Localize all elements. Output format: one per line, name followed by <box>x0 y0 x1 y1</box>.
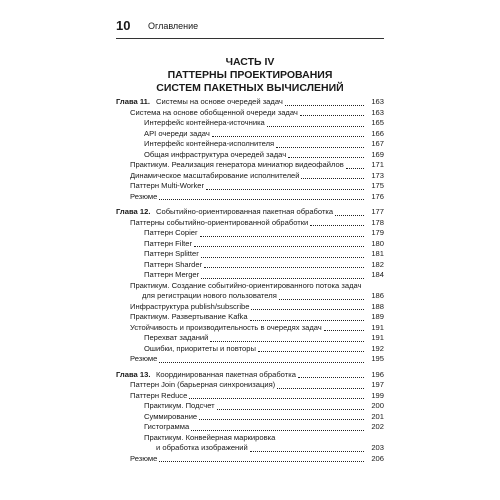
toc-leader-dots <box>212 136 364 137</box>
toc-entry <box>116 118 384 129</box>
toc-entry <box>116 281 384 302</box>
toc-leader-dots <box>159 362 364 363</box>
toc-page-number: 163 <box>371 97 384 106</box>
toc-entry <box>116 150 384 161</box>
toc-leader-dots <box>159 461 364 462</box>
toc-entry <box>116 433 384 454</box>
toc-page-number: 180 <box>371 238 384 248</box>
toc-entry-title-continued: для регистрации нового пользователя <box>142 291 277 300</box>
toc-entry-title: Паттерн Merger <box>144 270 200 279</box>
toc-entry <box>116 249 384 260</box>
toc-page-number: 181 <box>371 249 384 258</box>
toc-entry-title: Общая инфраструктура очередей задач <box>144 149 287 159</box>
toc-leader-dots <box>200 236 364 237</box>
toc-entry-title: Практикум. Создание событийно-ориентированного потока задач <box>130 280 362 290</box>
toc-entry-title: Паттерны событийно-ориентированной обработки <box>130 217 309 227</box>
toc-entry-title: Паттерн Copier <box>144 228 198 237</box>
toc-leader-dots <box>191 430 364 431</box>
toc-leader-dots <box>346 168 364 169</box>
toc-page-number: 178 <box>371 217 384 227</box>
toc-page-number: 173 <box>371 170 384 180</box>
toc-entry <box>116 380 384 391</box>
toc-entry-title: Координированная пакетная обработка <box>156 369 296 379</box>
toc-page-number: 197 <box>371 380 384 389</box>
toc-page-number: 171 <box>371 160 384 169</box>
toc-entry <box>116 354 384 365</box>
toc-leader-dots <box>277 388 364 389</box>
toc-entry-title: Практикум. Конвейерная маркировка <box>144 432 276 442</box>
toc-entry-title: Система на основе обобщенной очереди задач <box>130 107 298 117</box>
toc-entry <box>116 160 384 171</box>
toc-leader-dots <box>206 189 364 190</box>
toc-entry-title-continued: и обработка изображений <box>156 443 248 452</box>
toc-page-number: 202 <box>371 422 384 431</box>
toc-entry <box>116 139 384 150</box>
header-rule <box>116 38 384 39</box>
toc-page-number: 175 <box>371 181 384 190</box>
toc-entry-title: Паттерн Reduce <box>130 390 188 400</box>
running-title: Оглавление <box>148 21 199 31</box>
toc-page-number: 184 <box>371 270 384 279</box>
toc-chapter <box>116 207 384 218</box>
toc-leader-dots <box>335 215 364 216</box>
toc-leader-dots <box>300 115 364 116</box>
toc-entry-title: Системы на основе очередей задач <box>156 97 283 106</box>
toc-leader-dots <box>199 419 364 420</box>
toc-leader-dots <box>217 409 364 410</box>
toc-entry-title: Практикум. Реализация генератора миниатюр видеофайлов <box>130 160 344 169</box>
toc-page-number: 169 <box>371 149 384 159</box>
toc-leader-dots <box>250 320 364 321</box>
toc-entry <box>116 422 384 433</box>
toc-entry <box>116 454 384 465</box>
toc-leader-dots <box>324 330 364 331</box>
toc-entry <box>116 344 384 355</box>
part-title-line1: ПАТТЕРНЫ ПРОЕКТИРОВАНИЯ <box>167 69 333 81</box>
toc-entry-title: Паттерн Sharder <box>144 259 203 269</box>
toc-entry-title: Ошибки, приоритеты и повторы <box>144 343 256 353</box>
toc-leader-dots <box>276 147 364 148</box>
part-title-line2: СИСТЕМ ПАКЕТНЫХ ВЫЧИСЛЕНИЙ <box>156 82 344 94</box>
toc-entry-title: Перехват заданий <box>144 333 209 342</box>
toc-entry <box>116 312 384 323</box>
page-header <box>116 18 384 34</box>
toc-page-number: 166 <box>371 128 384 138</box>
toc-leader-dots <box>189 398 364 399</box>
toc-leader-dots <box>279 299 364 300</box>
toc-page-number: 199 <box>371 390 384 400</box>
toc-page-number: 189 <box>371 312 384 321</box>
toc-entry-title: Интерфейс контейнера-исполнителя <box>144 139 275 148</box>
toc-chapter-number: Глава 13. <box>116 369 151 379</box>
toc-entry <box>116 228 384 239</box>
toc-entry-title: Резюме <box>130 453 158 463</box>
toc-leader-dots <box>267 126 364 127</box>
toc-entry-title: Динамическое масштабирование исполнителей <box>130 170 300 180</box>
toc-entry-title: Паттерн Multi-Worker <box>130 181 205 190</box>
part-heading <box>116 56 384 95</box>
toc-page-number: 179 <box>371 228 384 237</box>
toc-entry <box>116 108 384 119</box>
toc-entry <box>116 239 384 250</box>
toc-entry-title: Интерфейс контейнера-источника <box>144 118 265 127</box>
toc-chapter <box>116 370 384 381</box>
toc-entry <box>116 401 384 412</box>
toc-entry <box>116 270 384 281</box>
toc-leader-dots <box>251 309 364 310</box>
toc-entry-title: Устойчивость и производительность в очередях задач <box>130 322 322 332</box>
toc-page-number: 201 <box>371 411 384 421</box>
toc-entry-title: Суммирование <box>144 411 198 421</box>
toc-page-number: 188 <box>371 301 384 311</box>
toc-page-number: 191 <box>371 322 384 332</box>
toc-page-number: 203 <box>371 443 384 452</box>
toc-page-number: 165 <box>371 118 384 127</box>
toc-page-number: 200 <box>371 401 384 410</box>
toc-leader-dots <box>204 267 364 268</box>
toc-entry <box>116 192 384 203</box>
toc-leader-dots <box>250 451 364 452</box>
toc-page-number: 167 <box>371 139 384 148</box>
toc-entry-title: Гистограмма <box>144 422 190 431</box>
toc-leader-dots <box>310 225 364 226</box>
toc-entry-title: Практикум. Подсчет <box>144 401 215 410</box>
toc-page-number: 192 <box>371 343 384 353</box>
toc-page-number: 182 <box>371 259 384 269</box>
toc-leader-dots <box>298 377 364 378</box>
toc-entry <box>116 302 384 313</box>
toc-leader-dots <box>159 199 364 200</box>
toc-entry-title: Резюме <box>130 191 158 201</box>
toc-page-number: 191 <box>371 333 384 342</box>
toc-page-number: 206 <box>371 453 384 463</box>
toc-page-number: 177 <box>371 207 384 216</box>
toc-page-number: 176 <box>371 191 384 201</box>
toc-entry <box>116 218 384 229</box>
toc-entry-title: Событийно-ориентированная пакетная обработка <box>156 207 334 216</box>
toc-chapter-number: Глава 11. <box>116 97 151 106</box>
toc-page-number: 195 <box>371 354 384 363</box>
toc-leader-dots <box>258 351 364 352</box>
toc-entry-title: Резюме <box>130 354 158 363</box>
toc-entry <box>116 171 384 182</box>
toc-chapter-number: Глава 12. <box>116 207 151 216</box>
toc-page-number: 186 <box>371 291 384 300</box>
toc-leader-dots <box>194 246 364 247</box>
toc-entry <box>116 129 384 140</box>
toc-leader-dots <box>285 105 364 106</box>
toc-leader-dots <box>301 178 364 179</box>
part-label: ЧАСТЬ IV <box>225 56 275 68</box>
toc-entry-title: Инфраструктура publish/subscribe <box>130 301 250 311</box>
toc-leader-dots <box>288 157 364 158</box>
toc-chapter <box>116 97 384 108</box>
toc-entry-title: API очереди задач <box>144 128 210 138</box>
page-number: 10 <box>116 18 131 33</box>
toc-page-number: 163 <box>371 107 384 117</box>
toc-entry <box>116 181 384 192</box>
toc-entry <box>116 412 384 423</box>
toc-entry-title: Паттерн Splitter <box>144 249 199 258</box>
toc-entry-title: Паттерн Join (барьерная синхронизация) <box>130 380 276 389</box>
toc-entry <box>116 391 384 402</box>
toc-page-number: 196 <box>371 369 384 379</box>
toc-entry <box>116 333 384 344</box>
toc-leader-dots <box>201 257 364 258</box>
toc-entry-title: Практикум. Развертывание Kafka <box>130 312 248 321</box>
toc-entry <box>116 323 384 334</box>
toc-leader-dots <box>210 341 364 342</box>
toc-leader-dots <box>201 278 364 279</box>
toc-entry-title: Паттерн Filter <box>144 238 193 248</box>
toc-entry <box>116 260 384 271</box>
